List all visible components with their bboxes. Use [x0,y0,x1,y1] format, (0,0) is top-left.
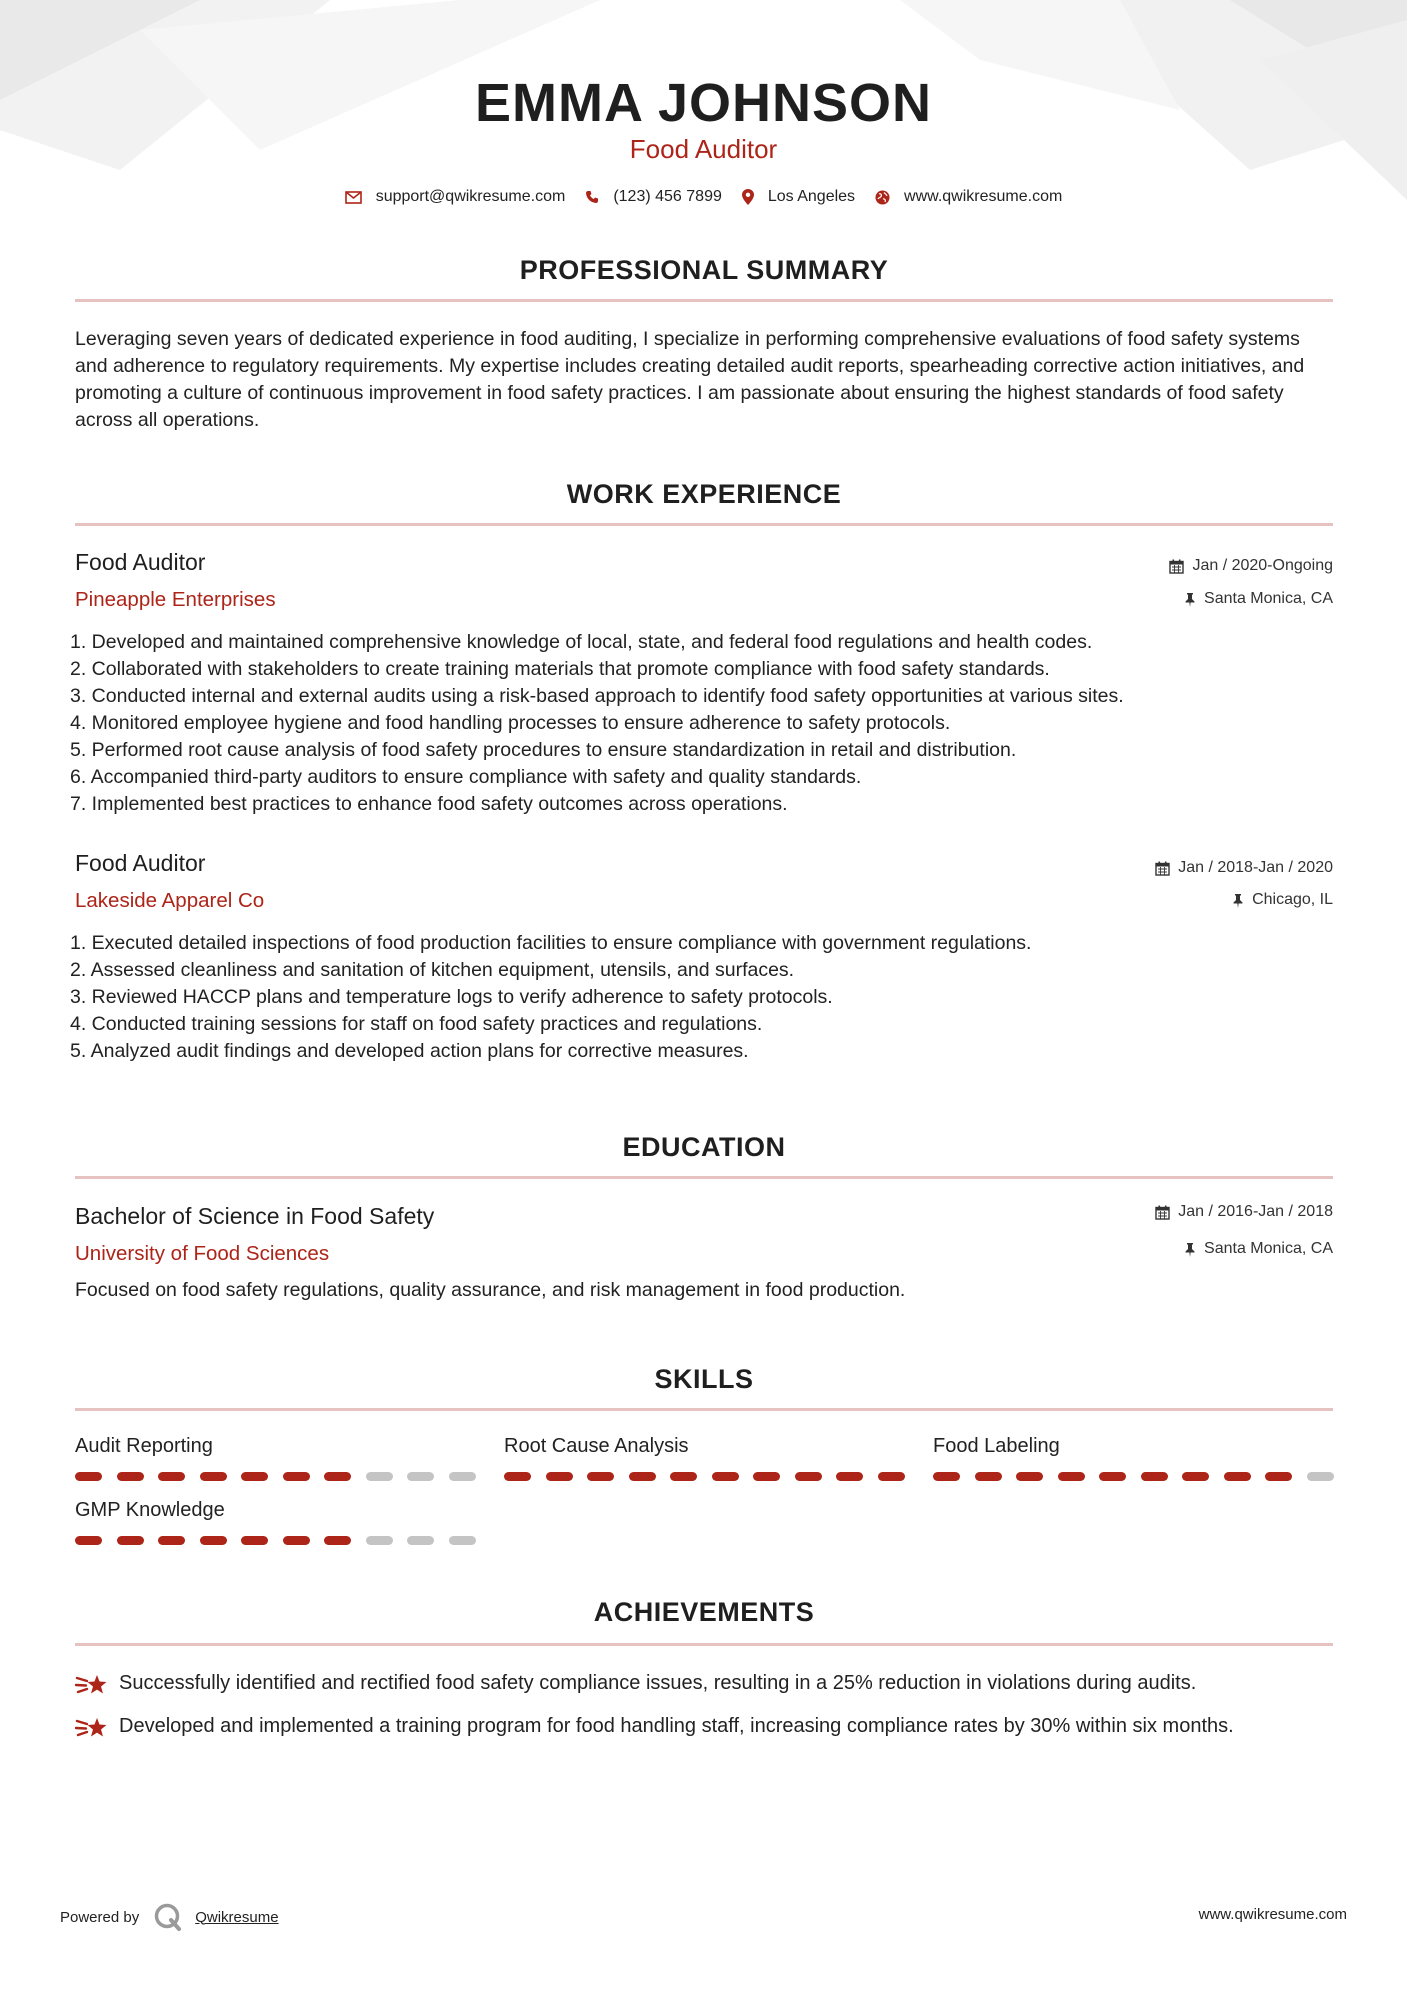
summary-divider [75,299,1333,302]
skill-dash-filled [836,1472,863,1481]
skill-dash-filled [117,1536,144,1545]
education-dates [1155,1203,1333,1221]
skill-dash-filled [324,1472,351,1481]
skill-dash-empty [449,1472,476,1481]
skill-dash-filled [200,1536,227,1545]
skill-dash-filled [712,1472,739,1481]
pushpin-icon [1184,1242,1196,1257]
list-item: 4. Conducted training sessions for staff on food safety practices and regulations. [70,1013,763,1035]
skill-item [504,1435,904,1458]
pushpin-icon [1232,893,1244,908]
job-company: Pineapple Enterprises [75,588,276,611]
email-text: support@qwikresume.com [375,188,566,205]
skill-dash-filled [1182,1472,1209,1481]
skill-level-bar [933,1472,1333,1482]
skill-name: Audit Reporting [75,1435,213,1457]
skills-divider [75,1408,1333,1411]
candidate-name: EMMA JOHNSON [474,73,933,133]
summary-text: Leveraging seven years of dedicated experience in food auditing, I specialize in performing comprehensive evaluations of food safety systems and adherence to regulatory requirements. My expertise includes creating detailed audit reports, spearheading corrective action initiatives, and promoting a culture of continuous improvement in food safety practices. I am passionate about ensuring the highest standards of food safety across all operations. [75,328,1305,431]
skill-dash-filled [283,1536,310,1545]
pushpin-icon [1184,592,1196,607]
list-item: 4. Monitored employee hygiene and food handling processes to ensure adherence to safety protocols. [70,712,951,734]
footer-website[interactable]: www.qwikresume.com [1198,1906,1347,1923]
skill-name: Food Labeling [933,1435,1060,1457]
candidate-title: Food Auditor [629,134,778,164]
education-description: Focused on food safety regulations, quality assurance, and risk management in food production. [75,1279,906,1301]
job-title: Food Auditor [75,850,206,876]
calendar-icon [1169,559,1184,574]
job-dates-text: Jan / 2020-Ongoing [1192,557,1333,574]
list-item: 5. Performed root cause analysis of food safety procedures to ensure standardization in retail and distribution. [70,739,1017,761]
degree-title: Bachelor of Science in Food Safety [75,1203,435,1229]
skill-dash-filled [324,1536,351,1545]
job-dates [1169,557,1333,575]
achievement-item [75,1670,1333,1706]
qwikresume-link[interactable]: Qwikresume [195,1908,279,1926]
skill-item [75,1435,475,1458]
skill-dash-filled [670,1472,697,1481]
skill-dash-filled [546,1472,573,1481]
skill-dash-filled [1099,1472,1126,1481]
skill-dash-filled [1224,1472,1251,1481]
skill-dash-filled [504,1472,531,1481]
list-item: 7. Implemented best practices to enhance food safety outcomes across operations. [70,793,788,815]
skill-level-bar [75,1472,475,1482]
list-item: 1. Developed and maintained comprehensive knowledge of local, state, and federal food regulations and health codes. [70,631,1093,653]
skill-dash-empty [449,1536,476,1545]
envelope-icon [345,191,362,204]
skill-item [75,1499,475,1522]
qwikresume-logo-icon [153,1902,183,1932]
contact-email[interactable] [345,188,566,206]
skill-dash-filled [283,1472,310,1481]
achievement-text: Developed and implemented a training program for food handling staff, increasing compliance rates by 30% within six months. [119,1715,1234,1737]
achievement-item [75,1713,1333,1749]
education-location [1184,1240,1333,1258]
job-dates [1155,859,1333,877]
shooting-star-icon [75,1715,109,1741]
skill-dash-filled [1141,1472,1168,1481]
shooting-star-icon [75,1672,109,1698]
skill-dash-filled [878,1472,905,1481]
skill-dash-filled [241,1536,268,1545]
skill-name: Root Cause Analysis [504,1435,689,1457]
list-item: 2. Collaborated with stakeholders to create training materials that promote compliance with food safety standards. [70,658,1050,680]
list-item: 6. Accompanied third-party auditors to ensure compliance with safety and quality standards. [70,766,862,788]
school-name: University of Food Sciences [75,1242,330,1265]
skill-dash-filled [629,1472,656,1481]
job-bullets [70,930,1330,1065]
skill-dash-filled [795,1472,822,1481]
skill-dash-filled [200,1472,227,1481]
skill-dash-filled [75,1472,102,1481]
education-location-text: Santa Monica, CA [1204,1240,1333,1257]
experience-heading: WORK EXPERIENCE [566,479,842,509]
phone-icon [585,190,599,204]
list-item: 2. Assessed cleanliness and sanitation of kitchen equipment, utensils, and surfaces. [70,959,795,981]
powered-by-label: Powered by [60,1908,140,1926]
job-location [1232,891,1333,909]
skill-dash-filled [158,1472,185,1481]
skill-item [933,1435,1333,1458]
skill-dash-empty [366,1472,393,1481]
skill-dash-filled [1058,1472,1085,1481]
skill-dash-empty [407,1536,434,1545]
phone-text: (123) 456 7899 [613,188,722,205]
footer-powered-by [60,1902,279,1932]
skill-dash-filled [587,1472,614,1481]
job-bullets [70,629,1330,818]
achievements-heading: ACHIEVEMENTS [593,1597,815,1627]
skill-dash-empty [407,1472,434,1481]
education-divider [75,1176,1333,1179]
calendar-icon [1155,861,1170,876]
education-dates-text: Jan / 2016-Jan / 2018 [1178,1203,1333,1220]
skills-heading: SKILLS [654,1364,754,1394]
skill-dash-filled [933,1472,960,1481]
skill-level-bar [504,1472,904,1482]
skill-dash-filled [117,1472,144,1481]
skill-level-bar [75,1536,475,1546]
skill-dash-filled [241,1472,268,1481]
summary-heading: PROFESSIONAL SUMMARY [519,255,889,285]
skill-dash-empty [366,1536,393,1545]
achievements-divider [75,1643,1333,1646]
map-pin-icon [742,189,754,205]
website-text: www.qwikresume.com [904,188,1063,205]
globe-icon [875,190,890,205]
list-item: 3. Conducted internal and external audits using a risk-based approach to identify food safety opportunities at various sites. [70,685,1124,707]
skill-dash-filled [158,1536,185,1545]
location-text: Los Angeles [767,188,856,205]
job-location-text: Chicago, IL [1252,891,1333,908]
experience-divider [75,523,1333,526]
achievement-text: Successfully identified and rectified food safety compliance issues, resulting in a 25% reduction in violations during audits. [119,1672,1197,1694]
list-item: 3. Reviewed HACCP plans and temperature logs to verify adherence to safety protocols. [70,986,833,1008]
job-location [1184,590,1333,608]
contact-bar [0,188,1407,206]
skill-dash-filled [975,1472,1002,1481]
list-item: 1. Executed detailed inspections of food production facilities to ensure compliance with government regulations. [70,932,1032,954]
contact-website[interactable] [875,188,1062,206]
job-company: Lakeside Apparel Co [75,889,265,912]
job-title: Food Auditor [75,549,206,575]
contact-phone[interactable] [585,188,722,206]
job-location-text: Santa Monica, CA [1204,590,1333,607]
list-item: 5. Analyzed audit findings and developed action plans for corrective measures. [70,1040,749,1062]
skill-dash-filled [1265,1472,1292,1481]
skill-name: GMP Knowledge [75,1499,225,1521]
education-heading: EDUCATION [622,1132,786,1162]
skill-dash-filled [1016,1472,1043,1481]
job-dates-text: Jan / 2018-Jan / 2020 [1178,859,1333,876]
skill-dash-filled [75,1536,102,1545]
contact-location [742,188,855,206]
skill-dash-filled [753,1472,780,1481]
skill-dash-empty [1307,1472,1334,1481]
calendar-icon [1155,1205,1170,1220]
